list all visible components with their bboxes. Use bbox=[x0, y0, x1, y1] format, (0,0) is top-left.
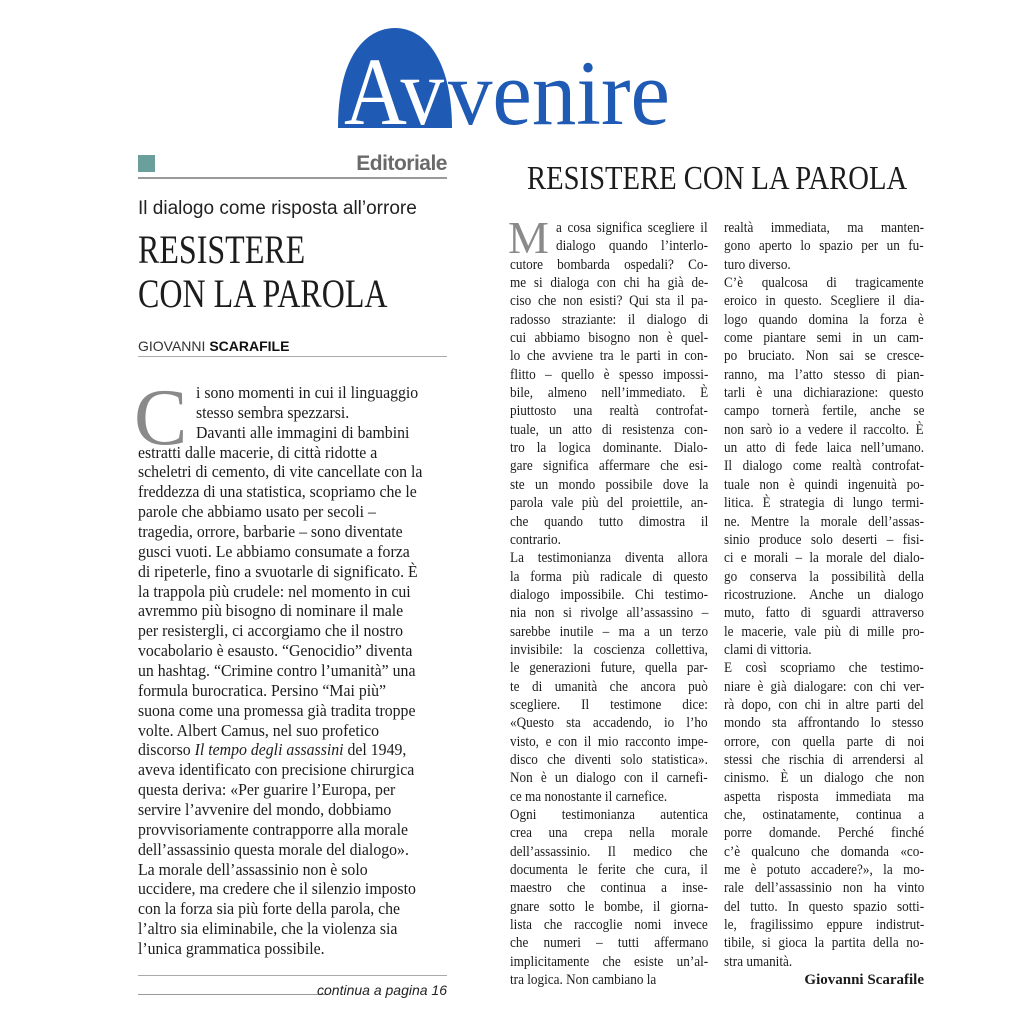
text-line: rale dell’assassinio non ha vinto bbox=[724, 880, 925, 897]
text-line: «Questo sta accadendo, io l’ho bbox=[510, 715, 708, 732]
text-line: non sarò io a vedere il raccolto. È bbox=[724, 421, 924, 438]
text-line: formula burocratica. Persino “Mai più” bbox=[138, 680, 387, 700]
text-line: l’altro sia eliminabile, che la violenza sia bbox=[138, 919, 398, 939]
text-line: avremmo più bisogno di nominare il male bbox=[138, 601, 404, 621]
text-line: C’è qualcosa di tragicamente bbox=[724, 275, 924, 292]
text-line: niare è già dialogare: con chi ver- bbox=[724, 678, 925, 695]
text-line: mondo sta affrontando lo stesso bbox=[724, 715, 924, 732]
text-line: stra umanità. bbox=[724, 953, 793, 970]
text-line: maestro che continua a inse- bbox=[510, 880, 708, 897]
text-line: tro la logica dominante. Dialo- bbox=[510, 440, 708, 457]
text-line: me si dialoga con chi ha già de- bbox=[510, 275, 709, 292]
text-line: ci e morali – la morale del dialo- bbox=[724, 550, 925, 567]
text-line: dialogo impossibile. Chi testimo- bbox=[510, 586, 708, 603]
text-line: che quando tutto dimostra il bbox=[510, 513, 709, 530]
text-segment: del 1949, bbox=[343, 740, 407, 760]
text-line: con la forza sia più forte della parola, che bbox=[138, 899, 401, 919]
text-line: tuale, un atto di resistenza con- bbox=[510, 421, 708, 438]
section-divider bbox=[138, 177, 447, 179]
text-line: che numeri – tutti affermano bbox=[510, 935, 709, 952]
text-line: logo quando domina la forza è bbox=[724, 311, 924, 328]
text-line: scegliere. Il testimone dice: bbox=[510, 696, 708, 713]
text-line: vocabolario è esausto. “Genocidio” diventa bbox=[138, 641, 413, 661]
text-line: E così scopriamo che testimo- bbox=[724, 660, 924, 677]
text-line: come piantare semi in un cam- bbox=[724, 330, 924, 347]
text-line: parola vale più del proiettile, an- bbox=[510, 495, 708, 512]
text-line: la forma più radicale di questo bbox=[510, 568, 708, 585]
byline-divider bbox=[138, 356, 447, 357]
text-line: Non è un dialogo con il carnefi- bbox=[510, 770, 708, 787]
text-line: del tutto. In questo spazio sotti- bbox=[724, 898, 925, 915]
text-line: visto, e con il mio racconto impe- bbox=[510, 733, 709, 750]
editorial-column bbox=[138, 383, 447, 959]
text-line: le macerie, vale più di mille pro- bbox=[724, 623, 925, 640]
text-line: c’è qualcuno che domanda «co- bbox=[724, 843, 924, 860]
text-line: porre domande. Perché finché bbox=[724, 825, 924, 842]
text-line: freddezza di una statistica, scopriamo che le bbox=[138, 482, 417, 502]
bottom-divider bbox=[138, 975, 447, 976]
text-line: bile, almeno nell’immediato. È bbox=[510, 385, 709, 402]
text-line: ste un mondo possibile dove la bbox=[510, 476, 709, 493]
kicker: Il dialogo come risposta all’orrore bbox=[138, 198, 417, 219]
text-line: un hashtag. “Crimine contro l’umanità” una bbox=[138, 661, 416, 681]
author-signature: Giovanni Scarafile bbox=[804, 972, 924, 988]
text-line: Davanti alle immagini di bambini bbox=[196, 422, 410, 442]
text-line: litica. È strategia di lungo termi- bbox=[724, 495, 924, 512]
text-line: scheletri di cemento, di vite cancellate con la bbox=[138, 462, 423, 482]
text-line: radosso straziante: il dialogo di bbox=[510, 311, 709, 328]
text-line: i sono momenti in cui il linguaggio bbox=[196, 383, 419, 402]
text-line: lo che avviene tra le parti in con- bbox=[510, 348, 708, 365]
text-line: flitto – quello è spesso impossi- bbox=[510, 366, 709, 383]
headline-line: RESISTERE bbox=[138, 227, 306, 272]
text-line: sinio produce solo deserti – fisi- bbox=[724, 531, 924, 548]
text-line: gnare sotto le bombe, il giorna- bbox=[510, 898, 709, 915]
text-line: invisibile: la coscienza collettiva, bbox=[510, 641, 708, 658]
text-line: documenta le ferite che cura, il bbox=[510, 862, 708, 879]
text-line: uccidere, ma credere che il silenzio imposto bbox=[138, 879, 416, 899]
text-line: ce ma nonostante il carnefice. bbox=[510, 788, 668, 805]
text-line: suona come una promessa già tradita troppe bbox=[138, 700, 416, 720]
text-line: gono aperto lo spazio per un fu- bbox=[724, 238, 924, 255]
text-line: go conserva la possibilità della bbox=[724, 568, 924, 585]
text-line: ciso che non esisti? Qui sta il pa- bbox=[510, 293, 708, 310]
continuation-link[interactable]: continua a pagina 16 bbox=[317, 982, 447, 998]
text-line: crea una crepa nella morale bbox=[510, 825, 708, 842]
text-line: campo tornerà fertile, anche se bbox=[724, 403, 925, 420]
text-line: provvisoriamente contrapporre alla morale bbox=[138, 819, 408, 839]
text-line: tra logica. Non cambiano la bbox=[510, 972, 657, 989]
text-line: tuale non è quindi ingenuità po- bbox=[724, 476, 925, 493]
text-line: dell’assassinio. Il medico che bbox=[510, 843, 708, 860]
text-line: stesso sembra spezzarsi. bbox=[196, 402, 350, 422]
text-line: eroico in questo. Scegliere il dia- bbox=[724, 293, 925, 310]
text-line: tragedia, orrore, barbarie – sono diventate bbox=[138, 522, 403, 542]
drop-cap: M bbox=[508, 215, 549, 261]
text-line: Il dialogo come realtà controfat- bbox=[724, 458, 925, 475]
text-line: parole che abbiamo usato per secoli – bbox=[138, 502, 376, 522]
text-line: aveva identificato con precisione chirurgica bbox=[138, 760, 415, 780]
text-line: aspetta risposta immediata ma bbox=[724, 788, 925, 805]
text-line: questa deriva: «Per guarire l’Europa, per bbox=[138, 780, 396, 800]
article-title bbox=[527, 160, 907, 198]
text-line: le, fragilissimo eppure indistrut- bbox=[724, 917, 925, 934]
byline-last-name: SCARAFILE bbox=[209, 338, 290, 354]
text-line: me è potuto accadere?», la mo- bbox=[724, 862, 925, 879]
text-line: l’unica grammatica possibile. bbox=[138, 939, 325, 959]
text-line: contrario. bbox=[510, 531, 561, 548]
text-line: lista che raccoglie nomi invece bbox=[510, 917, 708, 934]
text-line: cinismo. È un dialogo che non bbox=[724, 770, 925, 787]
text-line: ricostruzione. Anche un dialogo bbox=[724, 586, 924, 603]
byline bbox=[138, 338, 447, 354]
logo-rest: venire bbox=[448, 42, 670, 135]
text-line: implicitamente che esiste un’al- bbox=[510, 953, 709, 970]
text-line: gusci vuoti. Le abbiamo consumate a forza bbox=[138, 541, 410, 561]
text-line: realtà immediata, ma manten- bbox=[724, 220, 925, 236]
text-line: nia non si rivolge all’assassino – bbox=[510, 605, 709, 622]
text-line: tarli è una dichiarazione: questo bbox=[724, 385, 924, 402]
logo-initial: Av bbox=[344, 38, 444, 135]
text-line: te di umanità che ancora può bbox=[510, 678, 708, 695]
text-line bbox=[138, 740, 447, 760]
byline-first-name: GIOVANNI bbox=[138, 338, 206, 354]
text-line: turo diverso. bbox=[724, 256, 791, 273]
text-line: sarebbe inutile – ma a un terzo bbox=[510, 623, 709, 640]
article-column-2 bbox=[724, 219, 924, 971]
text-line: cui abbiamo bisogno non è quel- bbox=[510, 330, 709, 347]
text-line: La morale dell’assassinio non è solo bbox=[138, 859, 368, 879]
text-line: volte. Albert Camus, nel suo profetico bbox=[138, 720, 380, 740]
article-title-line: RESISTERE CON LA PAROLA bbox=[527, 160, 908, 197]
text-line: un atto di fede laica nell’umano. bbox=[724, 440, 925, 457]
text-line: La testimonianza diventa allora bbox=[510, 550, 708, 567]
text-line: dell’assassinio questa morale del dialogo». bbox=[138, 839, 409, 859]
text-line: po bruciato. Non sai se cresce- bbox=[724, 348, 925, 365]
text-line: muto, fatto di sguardi attraverso bbox=[724, 605, 925, 622]
text-line: a cosa significa scegliere il bbox=[556, 220, 708, 236]
text-line: tibile, si gioca la partita della no- bbox=[724, 935, 924, 952]
drop-cap: C bbox=[134, 378, 188, 458]
text-line: orrore, con quella parte di noi bbox=[724, 733, 925, 750]
text-line: clami di vittoria. bbox=[724, 641, 812, 658]
text-line: cutore bombarda ospedali? Co- bbox=[510, 256, 708, 273]
article-column-1 bbox=[510, 219, 708, 989]
text-line: gare significa affermare che esi- bbox=[510, 458, 708, 475]
avvenire-logo bbox=[330, 20, 680, 135]
text-line: che, ostinatamente, continua a bbox=[724, 807, 925, 823]
text-line: servire l’avvenire del mondo, dobbiamo bbox=[138, 800, 392, 820]
text-line: estratti dalle macerie, di città ridotte a bbox=[138, 442, 378, 462]
book-title: Il tempo degli assassini bbox=[194, 740, 344, 760]
text-line: ne. Mentre la morale dell’assas- bbox=[724, 513, 925, 530]
section-accent-square bbox=[138, 155, 155, 172]
text-line: piuttosto una realtà controfat- bbox=[510, 403, 708, 420]
text-line: disco che diventi solo statistica». bbox=[510, 751, 708, 768]
text-line: Ogni testimonianza autentica bbox=[510, 807, 708, 823]
headline-line: CON LA PAROLA bbox=[138, 271, 388, 316]
text-line: ranno, ma l’atto stesso di pian- bbox=[724, 366, 924, 383]
section-label: Editoriale bbox=[356, 152, 447, 175]
text-segment: discorso bbox=[138, 740, 195, 760]
text-line: rà dopo, con chi in altre parti del bbox=[724, 696, 924, 713]
text-line: la trappola più crudele: nel momento in cui bbox=[138, 581, 411, 601]
text-line: le generazioni future, quella par- bbox=[510, 660, 708, 677]
headline bbox=[138, 228, 447, 316]
text-line: dialogo quando l’interlo- bbox=[556, 238, 708, 255]
text-line: di ripeterle, fino a svuotarle di significato. È bbox=[138, 561, 418, 581]
text-line: stessi che rischia di arrendersi al bbox=[724, 751, 924, 768]
text-line: per resistergli, ci accorgiamo che il nostro bbox=[138, 621, 404, 641]
